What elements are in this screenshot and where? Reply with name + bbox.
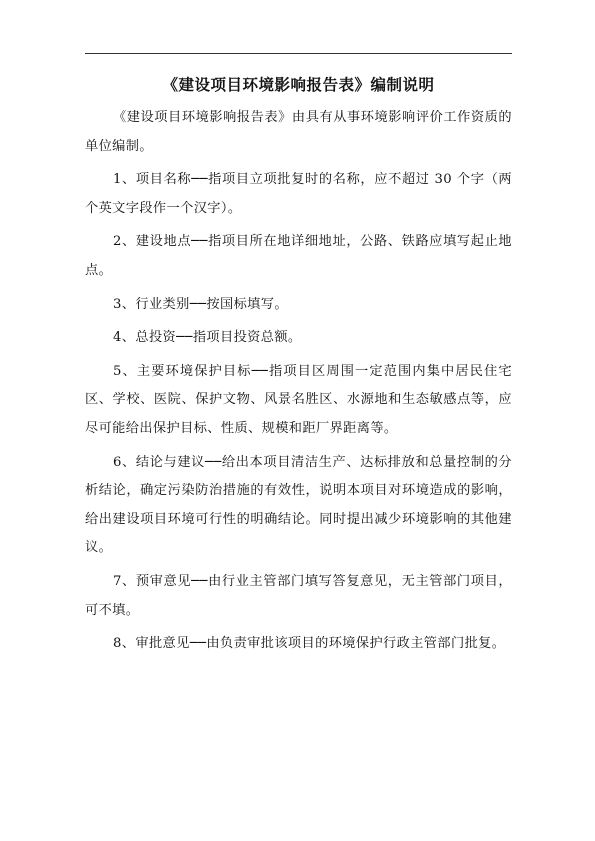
item-5-protection-targets: 5、主要环境保护目标──指项目区周围一定范围内集中居民住宅区、学校、医院、保护文物、风景名胜区、水源地和生态敏感点等，应尽可能给出保护目标、性质、规模和距厂界距离等。 [85, 363, 512, 436]
document-body [85, 104, 512, 664]
item-8-approval: 8、审批意见──由负责审批该项目的环境保护行政主管部门批复。 [113, 636, 506, 652]
item-3-industry-category: 3、行业类别──按国标填写。 [113, 296, 288, 312]
document-title: 《建设项目环境影响报告表》编制说明 [162, 76, 435, 94]
item-6-conclusions: 6、结论与建议──给出本项目清洁生产、达标排放和总量控制的分析结论，确定污染防治措施的有效性，说明本项目对环境造成的影响，给出建设项目环境可行性的明确结论。同时提出减少环境影响的其他建议。 [85, 454, 512, 556]
item-4-total-investment: 4、总投资──指项目投资总额。 [113, 330, 302, 346]
header-rule [85, 53, 512, 54]
item-2-location: 2、建设地点──指项目所在地详细地址，公路、铁路应填写起止地点。 [85, 234, 512, 278]
intro-paragraph: 《建设项目环境影响报告表》由具有从事环境影响评价工作资质的单位编制。 [85, 110, 512, 154]
item-1-project-name: 1、项目名称──指项目立项批复时的名称，应不超过 30 个字（两个英文字段作一个汉字）。 [85, 172, 512, 216]
item-7-pre-review: 7、预审意见──由行业主管部门填写答复意见，无主管部门项目，可不填。 [85, 573, 512, 618]
